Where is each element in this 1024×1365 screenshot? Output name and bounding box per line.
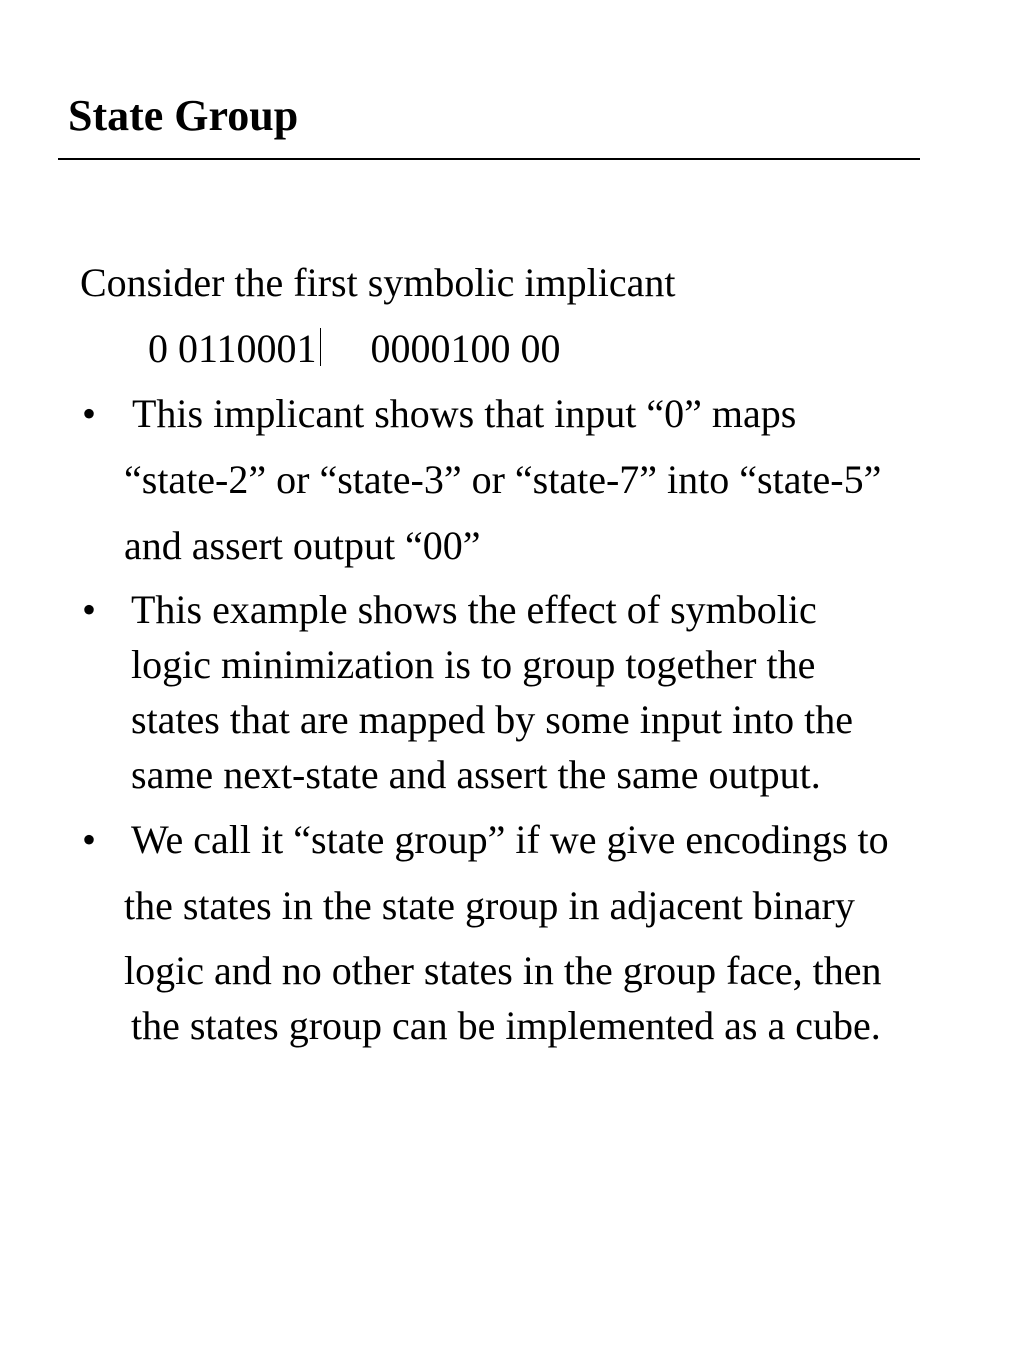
bullet-2-line-1: This example shows the effect of symbolic [131,587,817,632]
bullet-3-line-4: the states group can be implemented as a cube. [131,1003,881,1048]
intro-text: Consider the first symbolic implicant [80,260,676,305]
bullet-marker: • [82,817,97,862]
bullet-3-line-3: logic and no other states in the group face, then [124,948,882,993]
bullet-1-line-3: and assert output “00” [124,523,481,568]
slide-title: State Group [68,91,299,140]
bullet-1-line-1: This implicant shows that input “0” maps [132,391,797,436]
implicant-separator [320,328,321,366]
implicant-row [148,324,561,374]
implicant-input-part: 0 0110001 [148,326,317,371]
bullet-2-line-3: states that are mapped by some input into the [131,697,854,742]
bullet-2-line-2: logic minimization is to group together the [131,642,816,687]
bullet-marker: • [82,587,97,632]
bullet-2-line-4: same next-state and assert the same output. [131,752,821,797]
implicant-output-part: 0000100 00 [370,326,561,371]
bullet-3-line-2: the states in the state group in adjacent binary [124,883,855,928]
title-divider [58,158,920,160]
bullet-3-line-1: We call it “state group” if we give encodings to [131,817,889,862]
bullet-marker: • [82,391,97,436]
bullet-1-line-2: “state-2” or “state-3” or “state-7” into “state-5” [124,457,882,502]
